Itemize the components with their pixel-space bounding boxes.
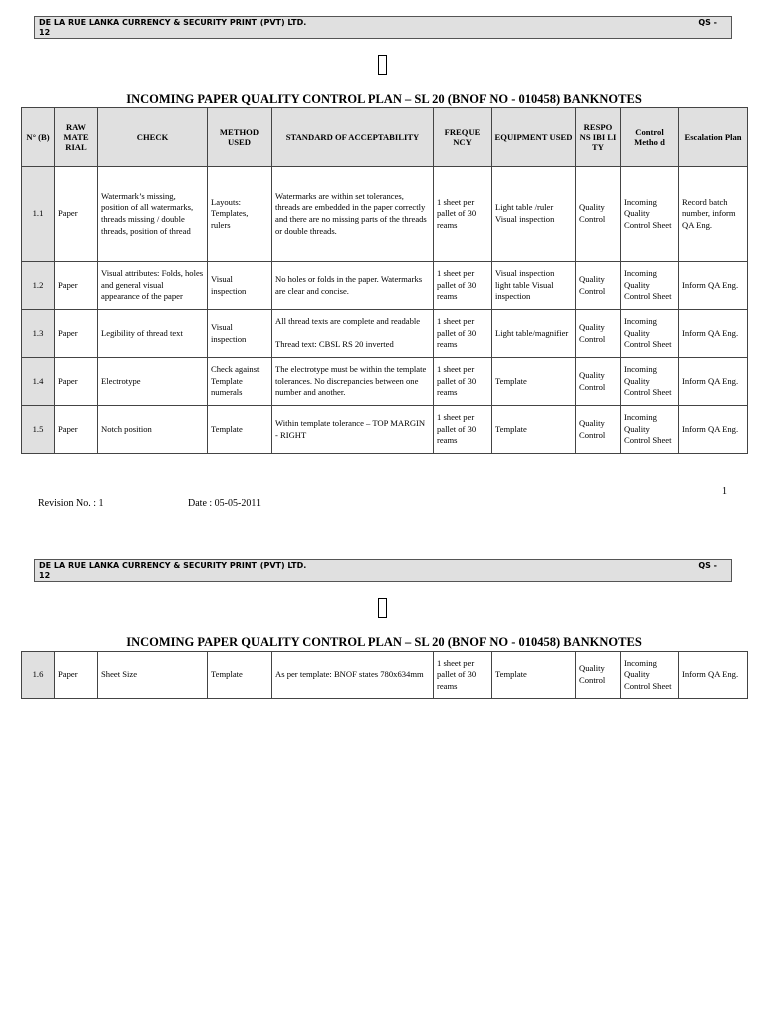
col-header-frequency: FREQUE NCY [434, 108, 492, 167]
qs-label: QS - [698, 561, 717, 570]
row-control-method: Incoming Quality Control Sheet [621, 406, 679, 454]
row-responsibility: Quality Control [576, 167, 621, 262]
row-method: Visual inspection [208, 262, 272, 310]
table-row [22, 167, 748, 262]
row-check: Legibility of thread text [98, 310, 208, 358]
row-equipment: Template [492, 358, 576, 406]
row-material: Paper [55, 167, 98, 262]
document-title: INCOMING PAPER QUALITY CONTROL PLAN – SL 20 (BNOF NO - 010458) BANKNOTES [126, 92, 642, 106]
row-frequency: 1 sheet per pallet of 30 reams [434, 358, 492, 406]
quality-control-table [21, 107, 748, 454]
row-check: Sheet Size [98, 652, 208, 699]
row-standard: As per template: BNOF states 780x634mm [272, 652, 434, 699]
company-name: DE LA RUE LANKA CURRENCY & SECURITY PRINT (PVT) LTD. [39, 561, 307, 570]
row-frequency: 1 sheet per pallet of 30 reams [434, 310, 492, 358]
row-control-method: Incoming Quality Control Sheet [621, 310, 679, 358]
row-check: Visual attributes: Folds, holes and general visual appearance of the paper [98, 262, 208, 310]
row-responsibility: Quality Control [576, 358, 621, 406]
row-equipment: Visual inspection light table Visual inspection [492, 262, 576, 310]
col-header-responsibility: RESPO NS IBI LI TY [576, 108, 621, 167]
row-equipment: Light table /ruler Visual inspection [492, 167, 576, 262]
row-method: Visual inspection [208, 310, 272, 358]
row-check: Notch position [98, 406, 208, 454]
table-row [22, 310, 748, 358]
col-header-no: N° (B) [22, 108, 55, 167]
company-header-bar [34, 559, 732, 582]
col-header-standard: STANDARD OF ACCEPTABILITY [272, 108, 434, 167]
row-responsibility: Quality Control [576, 406, 621, 454]
row-material: Paper [55, 358, 98, 406]
row-number: 1.3 [22, 310, 55, 358]
table-header-row [22, 108, 748, 167]
row-equipment: Template [492, 406, 576, 454]
qs-label: QS - [698, 18, 717, 27]
row-frequency: 1 sheet per pallet of 30 reams [434, 652, 492, 699]
row-standard: Within template tolerance – TOP MARGIN - RIGHT [272, 406, 434, 454]
row-control-method: Incoming Quality Control Sheet [621, 262, 679, 310]
missing-glyph-icon [378, 598, 387, 618]
col-header-check: CHECK [98, 108, 208, 167]
row-number: 1.1 [22, 167, 55, 262]
row-responsibility: Quality Control [576, 652, 621, 699]
company-name: DE LA RUE LANKA CURRENCY & SECURITY PRINT (PVT) LTD. [39, 18, 307, 27]
row-number: 1.2 [22, 262, 55, 310]
table-row [22, 652, 748, 699]
row-standard [272, 310, 434, 358]
row-number: 1.5 [22, 406, 55, 454]
row-number: 1.4 [22, 358, 55, 406]
table-row [22, 262, 748, 310]
row-responsibility: Quality Control [576, 310, 621, 358]
quality-control-table-continued [21, 651, 748, 699]
row-method: Template [208, 652, 272, 699]
row-number: 1.6 [22, 652, 55, 699]
row-equipment: Light table/magnifier [492, 310, 576, 358]
row-material: Paper [55, 310, 98, 358]
row-escalation: Inform QA Eng. [679, 358, 748, 406]
col-header-method: METHOD USED [208, 108, 272, 167]
row-method: Template [208, 406, 272, 454]
row-escalation: Inform QA Eng. [679, 406, 748, 454]
col-header-control-method: Control Metho d [621, 108, 679, 167]
table-row [22, 406, 748, 454]
row-material: Paper [55, 652, 98, 699]
row-responsibility: Quality Control [576, 262, 621, 310]
company-header-bar [34, 16, 732, 39]
col-header-raw-material: RAW MATE RIAL [55, 108, 98, 167]
row-method: Check against Template numerals [208, 358, 272, 406]
row-material: Paper [55, 406, 98, 454]
table-row [22, 358, 748, 406]
row-method: Layouts: Templates, rulers [208, 167, 272, 262]
row-control-method: Incoming Quality Control Sheet [621, 167, 679, 262]
row-frequency: 1 sheet per pallet of 30 reams [434, 406, 492, 454]
row-escalation: Record batch number, inform QA Eng. [679, 167, 748, 262]
row-standard-line2: Thread text: CBSL RS 20 inverted [275, 339, 394, 349]
row-escalation: Inform QA Eng. [679, 652, 748, 699]
col-header-escalation: Escalation Plan [679, 108, 748, 167]
revision-date: Date : 05-05-2011 [188, 498, 261, 509]
revision-number: Revision No. : 1 [38, 498, 104, 509]
col-header-equipment: EQUIPMENT USED [492, 108, 576, 167]
row-control-method: Incoming Quality Control Sheet [621, 652, 679, 699]
row-escalation: Inform QA Eng. [679, 262, 748, 310]
row-control-method: Incoming Quality Control Sheet [621, 358, 679, 406]
row-equipment: Template [492, 652, 576, 699]
row-standard: No holes or folds in the paper. Watermarks are clear and concise. [272, 262, 434, 310]
row-check: Electrotype [98, 358, 208, 406]
row-escalation: Inform QA Eng. [679, 310, 748, 358]
row-standard: Watermarks are within set tolerances, threads are embedded in the paper correctly and there are no missing parts of the threads or double threads. [272, 167, 434, 262]
row-standard-line1: All thread texts are complete and readable [275, 316, 421, 327]
qs-number: 12 [39, 571, 51, 580]
page-number: 1 [722, 486, 727, 497]
row-standard: The electrotype must be within the template tolerances. No discrepancies between one number and another. [272, 358, 434, 406]
row-material: Paper [55, 262, 98, 310]
row-frequency: 1 sheet per pallet of 30 reams [434, 167, 492, 262]
qs-number: 12 [39, 28, 51, 37]
missing-glyph-icon [378, 55, 387, 75]
row-frequency: 1 sheet per pallet of 30 reams [434, 262, 492, 310]
row-check: Watermark’s missing, position of all watermarks, threads missing / double threads, position of thread [98, 167, 208, 262]
document-title: INCOMING PAPER QUALITY CONTROL PLAN – SL 20 (BNOF NO - 010458) BANKNOTES [126, 635, 642, 649]
